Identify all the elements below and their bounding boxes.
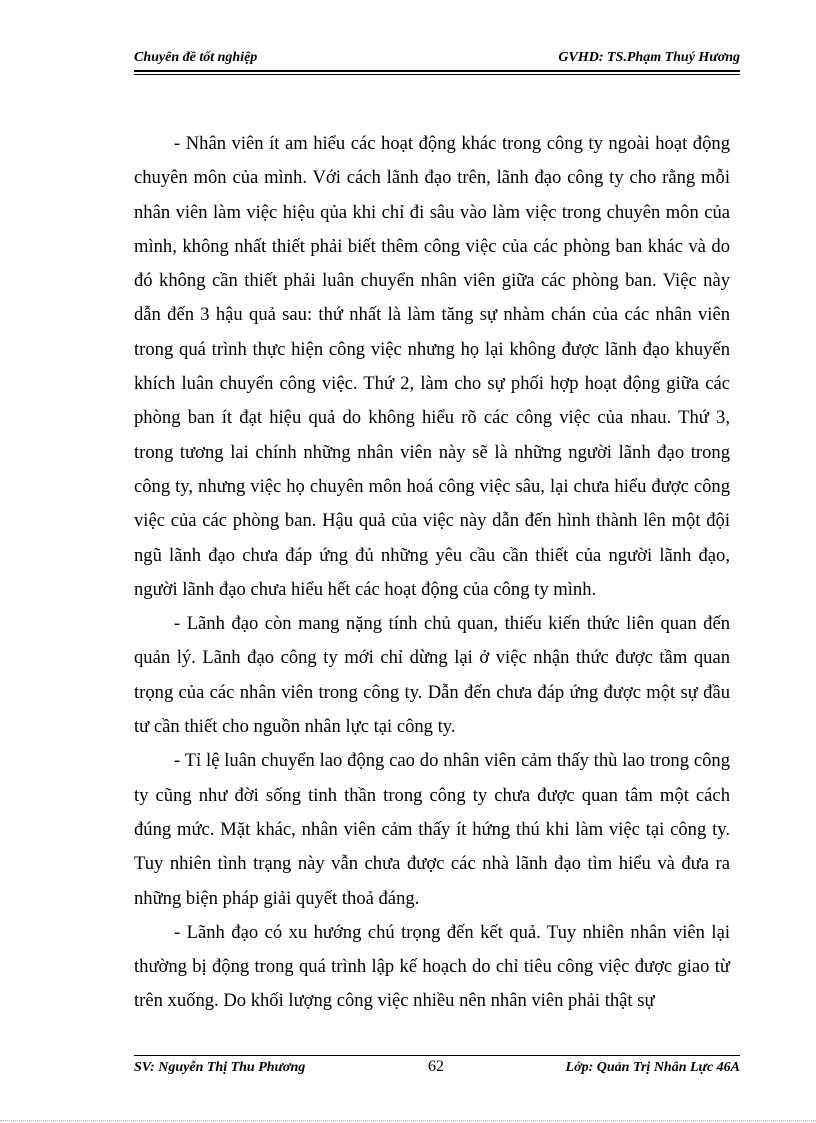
body-text bbox=[134, 127, 730, 1019]
paragraph: - Lãnh đạo còn mang nặng tính chủ quan, thiếu kiến thức liên quan đến quản lý. Lãnh đạo công ty mới chỉ dừng lại ở việc nhận thức được tầm quan trọng của các nhân viên trong công ty. Dẫn đến chưa đáp ứng được một sự đầu tư cần thiết cho nguồn nhân lực tại công ty. bbox=[134, 613, 730, 738]
footer-rule bbox=[134, 1055, 740, 1056]
page-number: 62 bbox=[428, 1058, 444, 1075]
page-footer bbox=[134, 1058, 740, 1080]
footer-student-name: SV: Nguyễn Thị Thu Phương bbox=[134, 1060, 306, 1075]
paragraph: - Tỉ lệ luân chuyển lao động cao do nhân viên cảm thấy thù lao trong công ty cũng như đời sống tinh thần trong công ty chưa được quan tâm một cách đúng mức. Mặt khác, nhân viên cảm thấy ít hứng thú khi làm việc tại công ty. Tuy nhiên tình trạng này vẫn chưa được các nhà lãnh đạo tìm hiểu và đưa ra những biện pháp giải quyết thoả đáng. bbox=[134, 750, 730, 909]
paragraph: - Lãnh đạo có xu hướng chú trọng đến kết quả. Tuy nhiên nhân viên lại thường bị động trong quá trình lập kế hoạch do chỉ tiêu công việc được giao từ trên xuống. Do khối lượng công việc nhiều nên nhân viên phải thật sự bbox=[134, 921, 730, 1012]
header-rule-thin bbox=[134, 74, 740, 75]
footer-class: Lớp: Quản Trị Nhân Lực 46A bbox=[565, 1060, 740, 1075]
header-rule bbox=[134, 70, 740, 72]
header-document-title: Chuyên đề tốt nghiệp bbox=[134, 50, 258, 65]
header-supervisor: GVHD: TS.Phạm Thuý Hương bbox=[558, 50, 740, 65]
page-header bbox=[134, 50, 740, 70]
page-bottom-border bbox=[0, 1120, 816, 1121]
paragraph: - Nhân viên ít am hiểu các hoạt động khác trong công ty ngoài hoạt động chuyên môn của mình. Với cách lãnh đạo trên, lãnh đạo công ty cho rằng mỗi nhân viên làm việc hiệu qủa khi chỉ đi sâu vào làm việc trong chuyên môn của mình, không nhất thiết phải biết thêm công việc của các phòng ban khác và do đó không cần thiết phải luân chuyển nhân viên giữa các phòng ban. Việc này dẫn đến 3 hậu quả sau: thứ nhất là làm tăng sự nhàm chán của các nhân viên trong quá trình thực hiện công việc nhưng họ lại không được lãnh đạo khuyến khích luân chuyển công việc. Thứ 2, làm cho sự phối hợp hoạt động giữa các phòng ban ít đạt hiệu quả do không hiểu rõ các công việc của nhau. Thứ 3, trong tương lai chính những nhân viên này sẽ là những người lãnh đạo trong công ty, nhưng việc họ chuyên môn hoá công việc sâu, lại chưa hiểu được công việc của các phòng ban. Hậu quả của việc này dẫn đến hình thành lên một đội ngũ lãnh đạo chưa đáp ứng đủ những yêu cầu cần thiết của người lãnh đạo, người lãnh đạo chưa hiểu hết các hoạt động của công ty mình. bbox=[134, 133, 730, 600]
